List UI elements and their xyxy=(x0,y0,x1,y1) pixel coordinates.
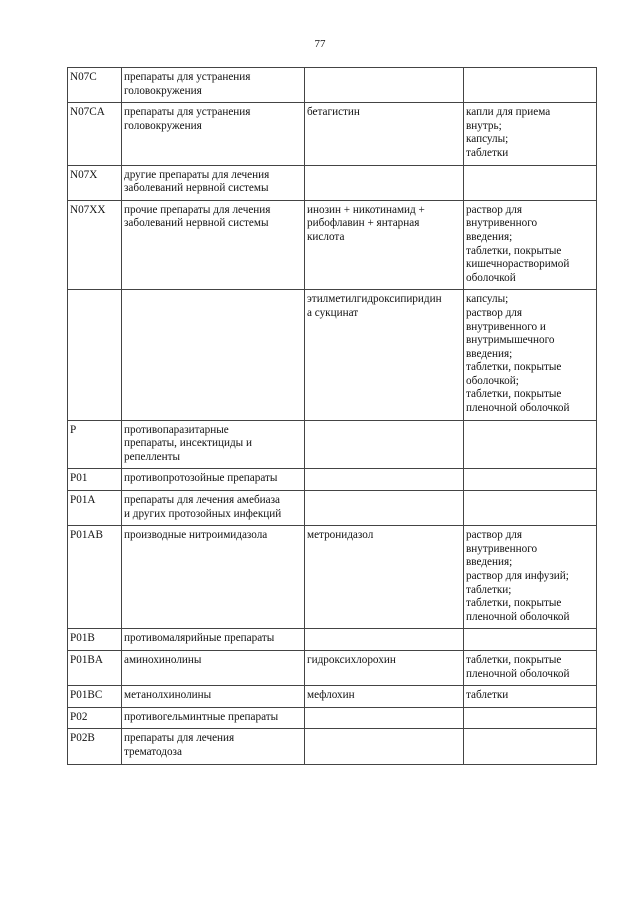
group-name-cell xyxy=(122,526,305,629)
group-name-cell xyxy=(122,200,305,290)
drug-name-line: рибофлавин + янтарная xyxy=(307,217,420,230)
table-row xyxy=(68,200,597,290)
group-name-cell xyxy=(122,420,305,469)
drug-name-cell xyxy=(305,686,464,708)
table-row xyxy=(68,290,597,420)
atc-code-cell: P01 xyxy=(68,469,122,491)
atc-code-cell: P02 xyxy=(68,707,122,729)
drug-name-line: бетагистин xyxy=(307,106,360,119)
dosage-form-line: внутрь; xyxy=(466,119,502,132)
dosage-form-cell xyxy=(464,290,597,420)
dosage-form-line: таблетки, покрытые xyxy=(466,361,562,374)
group-name-line: трематодоза xyxy=(124,745,182,758)
drug-name-cell xyxy=(305,290,464,420)
dosage-form-line: введения; xyxy=(466,230,513,243)
group-name-line: головокружения xyxy=(124,84,202,97)
group-name-cell xyxy=(122,469,305,491)
group-name-line: препараты, инсектициды и xyxy=(124,437,252,450)
table-row xyxy=(68,707,597,729)
group-name-line: метанолхинолины xyxy=(124,689,212,702)
table-row xyxy=(68,420,597,469)
table-row xyxy=(68,686,597,708)
dosage-form-line: пленочной оболочкой xyxy=(466,402,570,415)
dosage-form-line: раствор для xyxy=(466,203,523,216)
group-name-line: головокружения xyxy=(124,119,202,132)
dosage-form-line: оболочкой xyxy=(466,271,516,284)
dosage-form-line: внутримышечного xyxy=(466,334,555,347)
group-name-cell xyxy=(122,165,305,200)
group-name-cell xyxy=(122,103,305,165)
dosage-form-line: таблетки; xyxy=(466,583,512,596)
group-name-line: противопротозойные препараты xyxy=(124,472,278,485)
dosage-form-line: раствор для инфузий; xyxy=(466,570,569,582)
group-name-line: препараты для лечения амебиаза xyxy=(124,494,281,507)
drug-name-line: гидроксихлорохин xyxy=(307,653,396,666)
drug-name-cell xyxy=(305,491,464,526)
dosage-form-cell xyxy=(464,165,597,200)
group-name-line: и других протозойных инфекций xyxy=(124,507,282,520)
drug-name-line: а сукцинат xyxy=(307,306,359,319)
dosage-form-line: внутривенного xyxy=(466,542,538,555)
dosage-form-line: таблетки, покрытые xyxy=(466,244,562,257)
group-name-line: противопаразитарные xyxy=(124,423,229,436)
dosage-form-line: капсулы; xyxy=(466,133,509,146)
drug-name-line: кислота xyxy=(307,230,345,243)
dosage-form-line: пленочной оболочкой xyxy=(466,610,570,623)
dosage-form-cell xyxy=(464,629,597,651)
group-name-line: репелленты xyxy=(124,450,181,463)
dosage-form-cell xyxy=(464,650,597,685)
dosage-form-line: введения; xyxy=(466,556,513,569)
group-name-line: прочие препараты для лечения xyxy=(124,203,271,216)
dosage-form-line: таблетки, покрытые xyxy=(466,597,562,610)
dosage-form-cell xyxy=(464,707,597,729)
dosage-form-cell xyxy=(464,68,597,103)
group-name-line: препараты для лечения xyxy=(124,732,235,745)
group-name-cell xyxy=(122,68,305,103)
drug-name-cell xyxy=(305,68,464,103)
drug-name-line: мефлохин xyxy=(307,689,355,702)
table-row xyxy=(68,165,597,200)
drug-name-cell xyxy=(305,526,464,629)
atc-code-cell: P01A xyxy=(68,491,122,526)
group-name-line: противомалярийные препараты xyxy=(124,632,275,645)
atc-code-cell: P01AB xyxy=(68,526,122,629)
dosage-form-line: оболочкой; xyxy=(466,374,519,387)
dosage-form-cell xyxy=(464,103,597,165)
dosage-form-line: введения; xyxy=(466,347,513,360)
atc-code-cell: N07X xyxy=(68,165,122,200)
table-row xyxy=(68,469,597,491)
dosage-form-cell xyxy=(464,526,597,629)
dosage-form-line: пленочной оболочкой xyxy=(466,667,570,680)
dosage-form-cell xyxy=(464,469,597,491)
dosage-form-line: внутривенного xyxy=(466,217,538,230)
table-row xyxy=(68,526,597,629)
group-name-cell xyxy=(122,491,305,526)
dosage-form-line: раствор для xyxy=(466,529,523,542)
dosage-form-line: капли для приема xyxy=(466,106,551,119)
drug-name-line: этилметилгидроксипиридин xyxy=(307,293,442,306)
drug-name-cell xyxy=(305,420,464,469)
atc-code-cell: N07CA xyxy=(68,103,122,165)
group-name-cell xyxy=(122,729,305,764)
atc-code-cell: N07XX xyxy=(68,200,122,290)
dosage-form-line: раствор для xyxy=(466,306,523,319)
table-row xyxy=(68,650,597,685)
dosage-form-line: таблетки, покрытые xyxy=(466,388,562,401)
drug-name-cell xyxy=(305,650,464,685)
table-body xyxy=(68,68,597,765)
drug-name-cell xyxy=(305,200,464,290)
atc-code-cell xyxy=(68,290,122,420)
group-name-line: препараты для устранения xyxy=(124,106,251,119)
drug-name-cell xyxy=(305,103,464,165)
drug-name-cell xyxy=(305,707,464,729)
drug-name-cell xyxy=(305,729,464,764)
drug-name-line: инозин + никотинамид + xyxy=(307,203,425,216)
drug-name-line: метронидазол xyxy=(307,529,374,542)
group-name-line: заболеваний нервной системы xyxy=(124,217,269,230)
atc-code-cell: P02B xyxy=(68,729,122,764)
group-name-cell xyxy=(122,707,305,729)
atc-code-cell: P xyxy=(68,420,122,469)
dosage-form-cell xyxy=(464,729,597,764)
dosage-form-line: капсулы; xyxy=(466,293,509,306)
table-row xyxy=(68,629,597,651)
table-row xyxy=(68,103,597,165)
dosage-form-line: таблетки xyxy=(466,689,509,702)
drug-name-cell xyxy=(305,165,464,200)
table-row xyxy=(68,491,597,526)
dosage-form-cell xyxy=(464,420,597,469)
group-name-cell xyxy=(122,629,305,651)
page-number: 77 xyxy=(314,38,326,50)
dosage-form-cell xyxy=(464,686,597,708)
drug-name-cell xyxy=(305,469,464,491)
drug-table xyxy=(67,67,597,765)
group-name-line: производные нитроимидазола xyxy=(124,529,268,542)
group-name-line: препараты для устранения xyxy=(124,71,251,83)
dosage-form-line: таблетки, покрытые xyxy=(466,653,562,666)
group-name-cell xyxy=(122,650,305,685)
atc-code-cell: N07C xyxy=(68,68,122,103)
table-row xyxy=(68,729,597,764)
group-name-line: аминохинолины xyxy=(124,653,202,666)
drug-name-cell xyxy=(305,629,464,651)
dosage-form-line: кишечнорастворимой xyxy=(466,258,570,271)
dosage-form-line: внутривенного и xyxy=(466,320,546,333)
atc-code-cell: P01BC xyxy=(68,686,122,708)
dosage-form-cell xyxy=(464,200,597,290)
atc-code-cell: P01B xyxy=(68,629,122,651)
dosage-form-line: таблетки xyxy=(466,146,509,159)
group-name-line: противогельминтные препараты xyxy=(124,710,279,723)
group-name-line: другие препараты для лечения xyxy=(124,168,270,181)
group-name-cell xyxy=(122,290,305,420)
group-name-cell xyxy=(122,686,305,708)
dosage-form-cell xyxy=(464,491,597,526)
table-row xyxy=(68,68,597,103)
group-name-line: заболеваний нервной системы xyxy=(124,182,269,195)
atc-code-cell: P01BA xyxy=(68,650,122,685)
